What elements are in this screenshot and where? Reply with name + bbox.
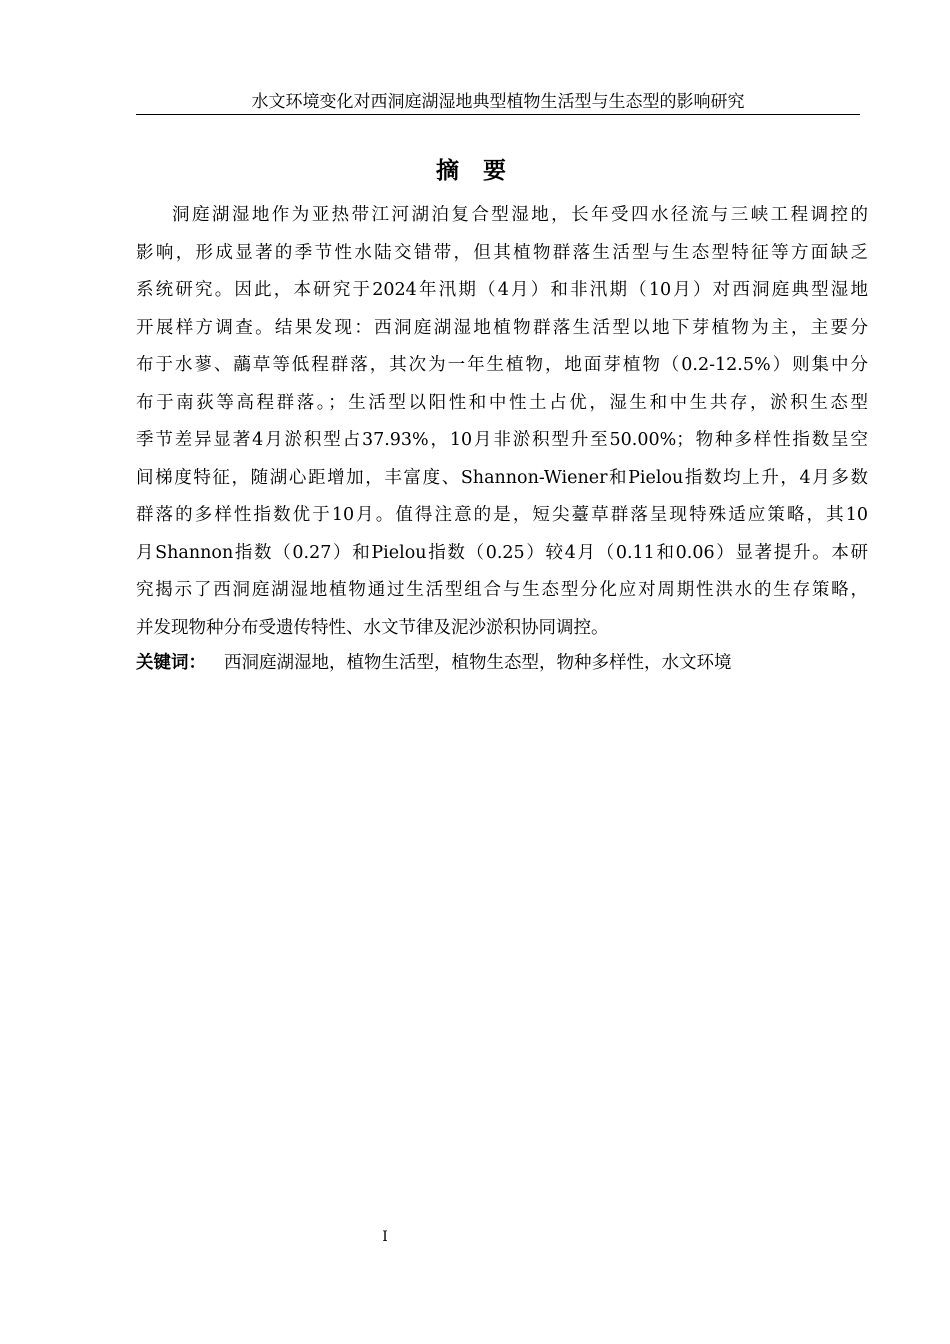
running-header bbox=[136, 90, 860, 115]
abstract-line: 并发现物种分布受遗传特性、水文节律及泥沙淤积协同调控。 bbox=[136, 617, 609, 638]
abstract-title: 摘 要 bbox=[435, 157, 514, 184]
abstract-body bbox=[136, 201, 868, 651]
keywords bbox=[136, 649, 868, 677]
keywords-label: 关键词： bbox=[136, 653, 206, 673]
abstract-line: 究揭示了西洞庭湖湿地植物通过生活型组合与生态型分化应对周期性洪水的生存策略， bbox=[136, 580, 868, 600]
abstract-line: 洞庭湖湿地作为亚热带江河湖泊复合型湿地，长年受四水径流与三峡工程调控的 bbox=[172, 205, 868, 225]
keywords-text: 西洞庭湖湿地，植物生活型，植物生态型，物种多样性，水文环境 bbox=[224, 653, 732, 673]
abstract-line: 季节差异显著4月淤积型占37.93%，10月非淤积型升至50.00%；物种多样性指数呈空 bbox=[136, 430, 868, 450]
abstract-line: 系统研究。因此，本研究于2024年汛期（4月）和非汛期（10月）对西洞庭典型湿地 bbox=[136, 280, 868, 300]
abstract-line: 群落的多样性指数优于10月。值得注意的是，短尖薹草群落呈现特殊适应策略，其10 bbox=[136, 505, 868, 525]
abstract-line: 影响，形成显著的季节性水陆交错带，但其植物群落生活型与生态型特征等方面缺乏 bbox=[136, 242, 868, 263]
abstract-line: 布于水蓼、虉草等低程群落，其次为一年生植物，地面芽植物（0.2-12.5%）则集中分 bbox=[136, 355, 868, 375]
abstract-line: 布于南荻等高程群落。；生活型以阳性和中性土占优，湿生和中生共存，淤积生态型 bbox=[136, 392, 868, 413]
abstract-line: 月Shannon指数（0.27）和Pielou指数（0.25）较4月（0.11和0.06）显著提升。本研 bbox=[136, 542, 868, 563]
page-number: I bbox=[382, 1229, 388, 1245]
running-header-title: 水文环境变化对西洞庭湖湿地典型植物生活型与生态型的影响研究 bbox=[251, 92, 745, 112]
abstract-line: 开展样方调查。结果发现：西洞庭湖湿地植物群落生活型以地下芽植物为主，主要分 bbox=[136, 317, 868, 338]
abstract-line: 间梯度特征，随湖心距增加，丰富度、Shannon-Wiener和Pielou指数均上升，4月多数 bbox=[136, 467, 868, 488]
